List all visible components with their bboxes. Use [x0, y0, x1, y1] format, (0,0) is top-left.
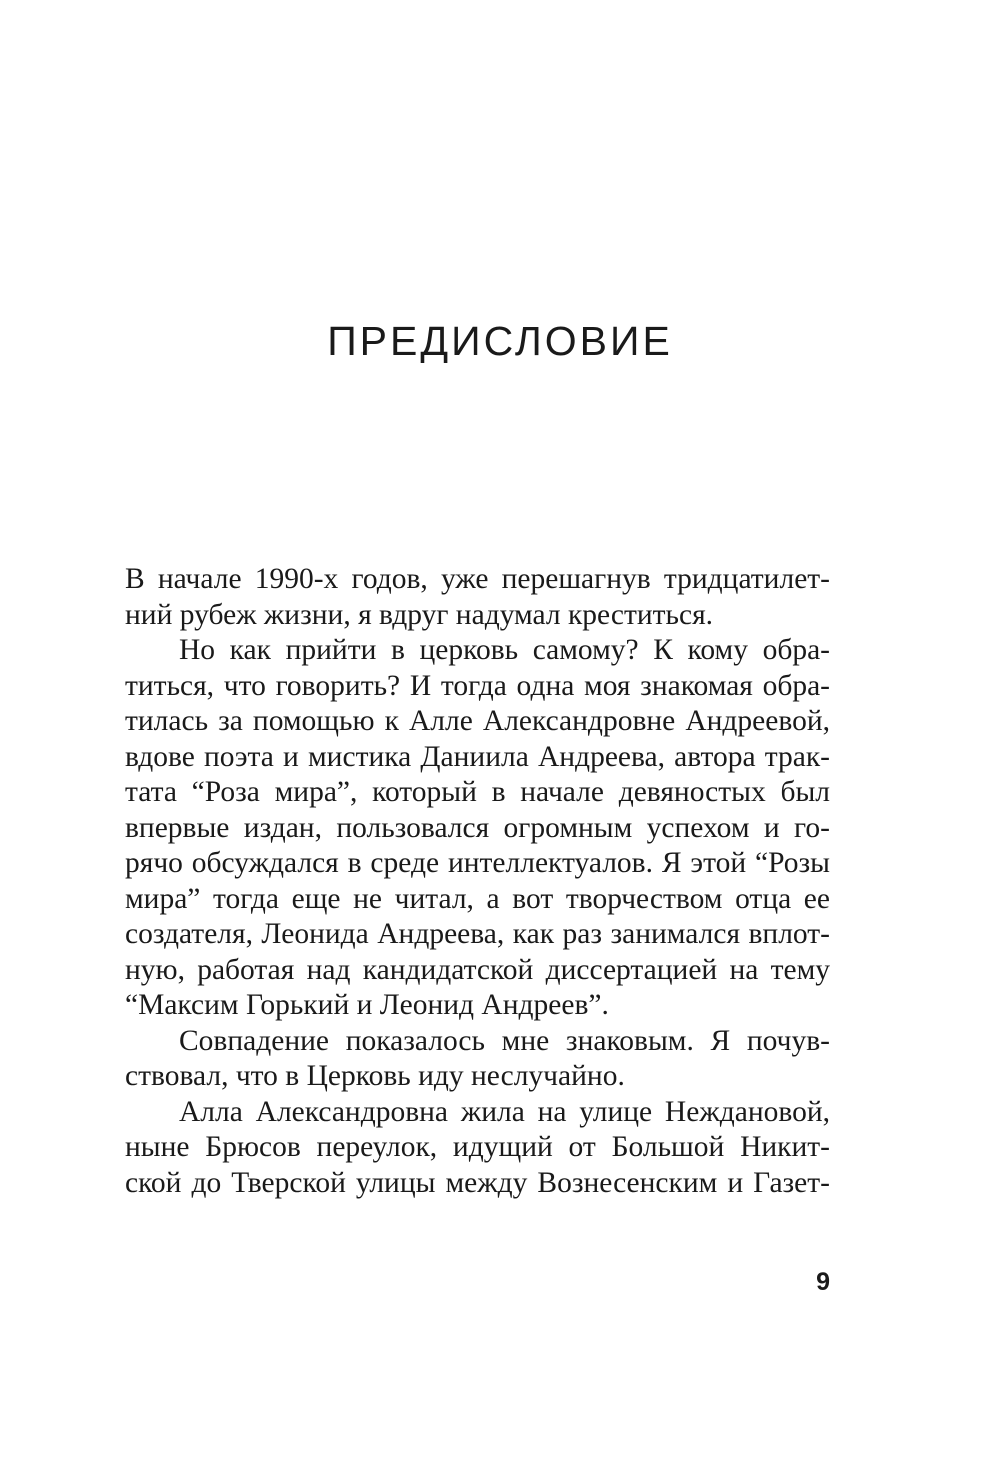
- text-line: тата “Роза мира”, который в начале девяностых был: [125, 776, 830, 808]
- text-line: Совпадение показалось мне знаковым. Я почув-: [179, 1024, 830, 1057]
- text-line: создателя, Леонида Андреева, как раз занимался вплот-: [125, 918, 830, 950]
- text-line: В начале 1990-х годов, уже перешагнув тридцатилет-: [125, 563, 830, 595]
- text-line: вдове поэта и мистика Даниила Андреева, автора трак-: [125, 740, 830, 773]
- page-number: 9: [816, 1268, 830, 1296]
- text-line: Но как прийти в церковь самому? К кому обра-: [179, 634, 830, 666]
- text-line: “Максим Горький и Леонид Андреев”.: [125, 989, 609, 1021]
- text-line: рячо обсуждался в среде интеллектуалов. Я этой “Розы: [125, 847, 830, 879]
- text-line: ную, работая над кандидатской диссертацией на тему: [125, 953, 830, 986]
- text-line: титься, что говорить? И тогда одна моя знакомая обра-: [125, 669, 830, 702]
- text-line: Алла Александровна жила на улице Неждановой,: [179, 1095, 830, 1128]
- text-line: ствовал, что в Церковь иду неслучайно.: [125, 1060, 625, 1092]
- chapter-title: ПРЕДИСЛОВИЕ: [327, 318, 673, 364]
- text-line: ныне Брюсов переулок, идущий от Большой Никит-: [125, 1131, 830, 1163]
- text-line: ний рубеж жизни, я вдруг надумал креститься.: [125, 598, 714, 631]
- body-text: [125, 562, 830, 1201]
- text-line: впервые издан, пользовался огромным успехом и го-: [125, 811, 830, 844]
- text-line: мира” тогда еще не читал, а вот творчеством отца ее: [125, 882, 830, 915]
- text-line: тилась за помощью к Алле Александровне Андреевой,: [125, 705, 830, 737]
- text-line: ской до Тверской улицы между Вознесенским и Газет-: [125, 1166, 830, 1199]
